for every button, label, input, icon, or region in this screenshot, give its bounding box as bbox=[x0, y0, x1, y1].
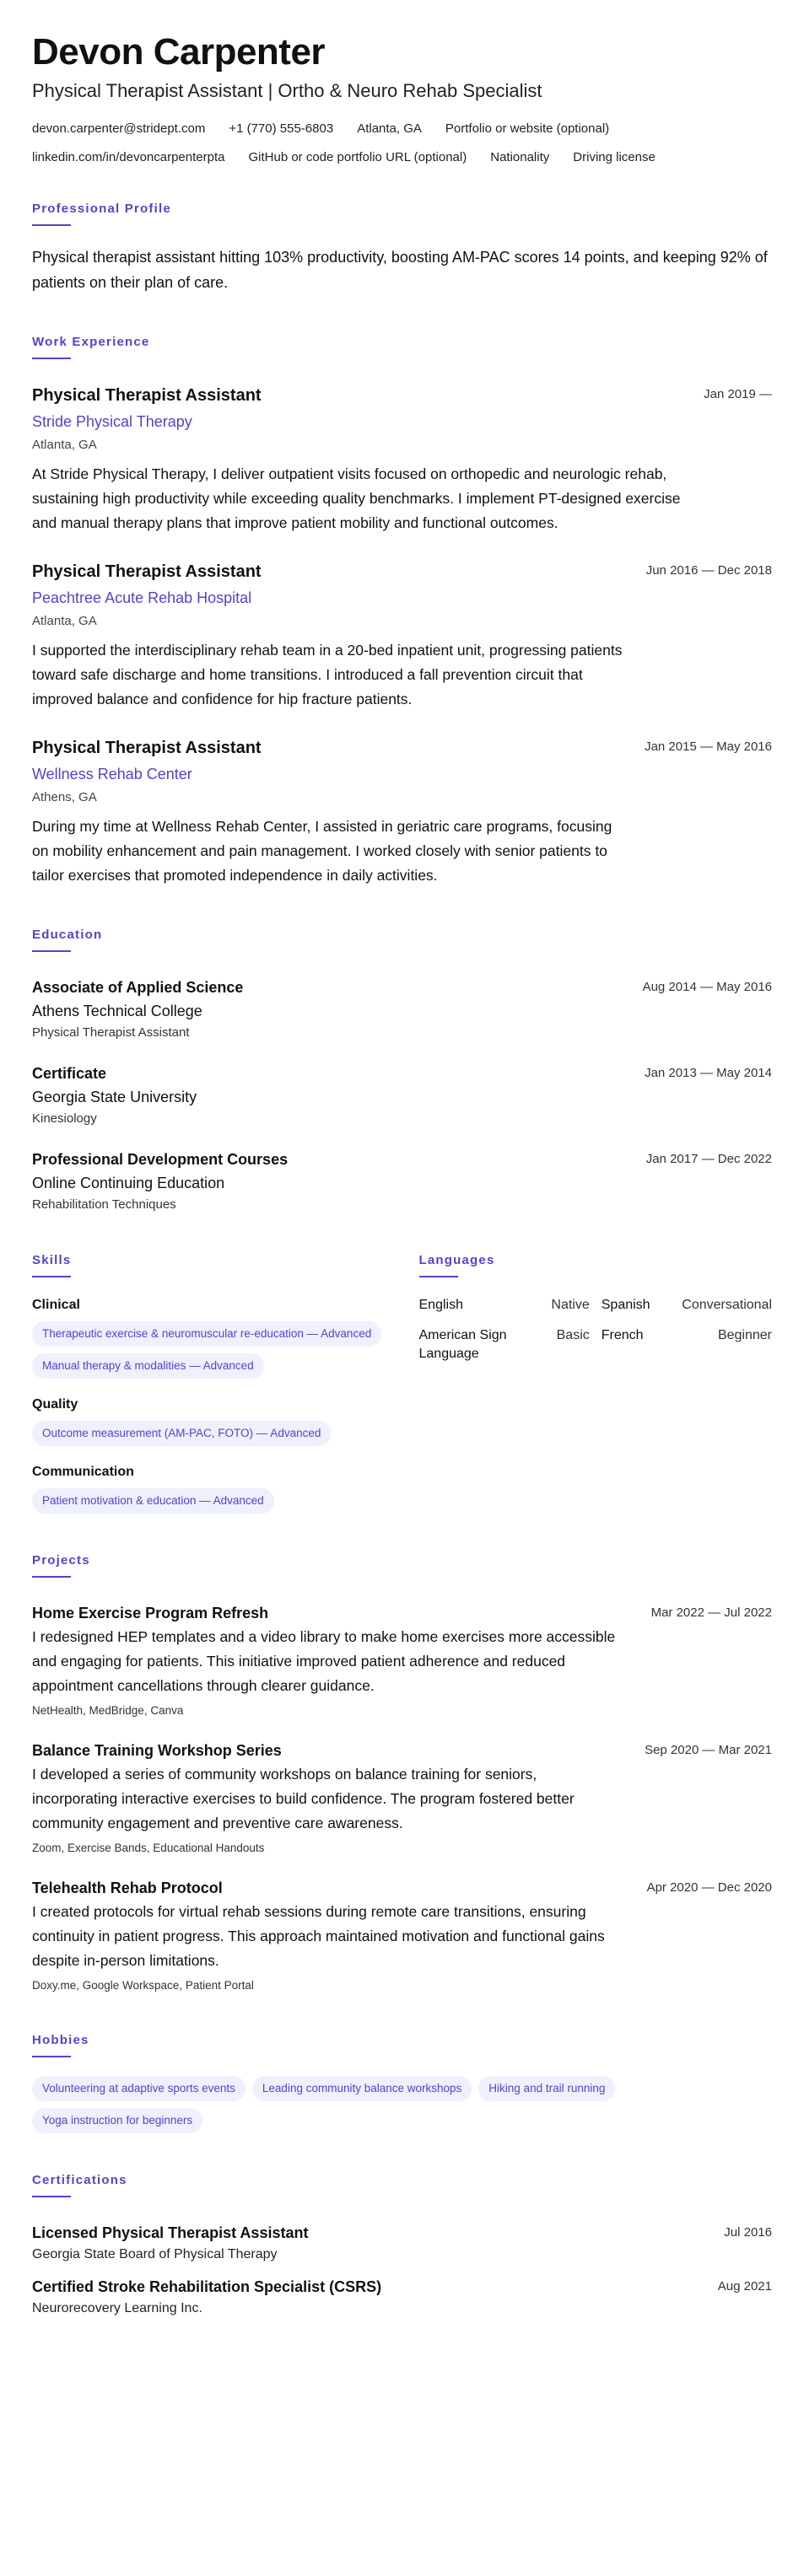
certifications-section bbox=[32, 2172, 772, 2317]
education-date: Aug 2014 — May 2016 bbox=[642, 980, 772, 994]
skill-group bbox=[32, 1396, 386, 1446]
section-divider bbox=[32, 1576, 71, 1578]
section-divider bbox=[419, 1276, 458, 1277]
language-level: Basic bbox=[556, 1328, 590, 1342]
education-section bbox=[32, 927, 772, 1213]
school-name: Georgia State University bbox=[32, 1089, 197, 1105]
skill-group bbox=[32, 1463, 386, 1514]
job-entry bbox=[32, 385, 772, 535]
section-divider bbox=[32, 224, 71, 226]
location: Atlanta, GA bbox=[357, 121, 422, 136]
certification-date: Jul 2016 bbox=[724, 2225, 772, 2240]
job-date: Jan 2019 — bbox=[704, 387, 772, 401]
section-title: Professional Profile bbox=[32, 202, 171, 216]
skill-chip: Therapeutic exercise & neuromuscular re-education — Advanced bbox=[32, 1321, 381, 1347]
language-name: American Sign Language bbox=[418, 1328, 507, 1361]
company-name: Stride Physical Therapy bbox=[32, 413, 192, 430]
job-location: Athens, GA bbox=[32, 790, 97, 804]
job-title: Physical Therapist Assistant bbox=[32, 562, 262, 581]
language-item bbox=[419, 1296, 590, 1315]
project-title: Telehealth Rehab Protocol bbox=[32, 1880, 223, 1896]
section-divider bbox=[32, 358, 71, 359]
job-entry bbox=[32, 737, 772, 888]
skills-section bbox=[32, 1252, 386, 1514]
project-description: I developed a series of community workshops on balance training for seniors, incorporating interactive exercises to build confidence. The program fostered better community engagement and preventive care awareness. bbox=[32, 1766, 575, 1831]
study-area: Rehabilitation Techniques bbox=[32, 1197, 176, 1212]
education-date: Jan 2017 — Dec 2022 bbox=[645, 1152, 772, 1166]
project-date: Sep 2020 — Mar 2021 bbox=[645, 1743, 772, 1757]
section-divider bbox=[32, 950, 71, 952]
contact-row bbox=[32, 120, 772, 138]
candidate-headline: Physical Therapist Assistant | Ortho & Neuro Rehab Specialist bbox=[32, 80, 542, 101]
skill-chip: Patient motivation & education — Advanced bbox=[32, 1488, 274, 1514]
job-title: Physical Therapist Assistant bbox=[32, 386, 262, 405]
linkedin-link[interactable]: linkedin.com/in/devoncarpenterpta bbox=[32, 150, 225, 164]
skills-languages-row bbox=[32, 1252, 772, 1514]
school-name: Online Continuing Education bbox=[32, 1175, 225, 1191]
language-level: Conversational bbox=[682, 1298, 772, 1312]
certification-entry bbox=[32, 2223, 772, 2263]
project-description: I redesigned HEP templates and a video library to make home exercises more accessible and engaging for patients. This initiative improved patient adherence and reduced appointment cancellations through clearer guidance. bbox=[32, 1628, 616, 1694]
language-item bbox=[602, 1296, 772, 1315]
education-entry bbox=[32, 977, 772, 1041]
language-name: French bbox=[601, 1328, 644, 1342]
company-name: Wellness Rehab Center bbox=[32, 766, 192, 782]
section-title: Hobbies bbox=[32, 2033, 89, 2047]
school-name: Athens Technical College bbox=[32, 1003, 202, 1019]
study-area: Physical Therapist Assistant bbox=[32, 1025, 190, 1040]
job-location: Atlanta, GA bbox=[32, 614, 97, 628]
project-tools: Doxy.me, Google Workspace, Patient Portal bbox=[32, 1979, 254, 1992]
education-date: Jan 2013 — May 2014 bbox=[645, 1066, 772, 1080]
section-divider bbox=[32, 2056, 71, 2057]
skill-group bbox=[32, 1296, 386, 1379]
project-tools: NetHealth, MedBridge, Canva bbox=[32, 1704, 184, 1717]
section-title: Skills bbox=[32, 1253, 72, 1267]
hobby-chip: Yoga instruction for beginners bbox=[32, 2108, 202, 2133]
project-description: I created protocols for virtual rehab sessions during remote care transitions, ensuring continuity in patient progress. This approach maintained motivation and functional gains despite in-person limitations. bbox=[32, 1903, 605, 1969]
degree-title: Professional Development Courses bbox=[32, 1151, 289, 1168]
language-item bbox=[602, 1326, 772, 1363]
job-date: Jan 2015 — May 2016 bbox=[645, 739, 772, 754]
section-divider bbox=[32, 1276, 71, 1277]
hobby-chip: Volunteering at adaptive sports events bbox=[32, 2076, 246, 2101]
skill-chip: Outcome measurement (AM-PAC, FOTO) — Advanced bbox=[32, 1421, 331, 1446]
company-name: Peachtree Acute Rehab Hospital bbox=[32, 589, 252, 606]
portfolio-link[interactable]: Portfolio or website (optional) bbox=[445, 121, 610, 136]
degree-title: Associate of Applied Science bbox=[32, 979, 244, 996]
projects-section bbox=[32, 1552, 772, 1993]
language-item bbox=[419, 1326, 590, 1363]
email-link[interactable]: devon.carpenter@stridept.com bbox=[32, 121, 206, 136]
hobbies-section bbox=[32, 2032, 772, 2133]
nationality: Nationality bbox=[490, 150, 550, 164]
project-title: Home Exercise Program Refresh bbox=[32, 1605, 269, 1621]
skill-group-title: Communication bbox=[32, 1465, 134, 1479]
job-date: Jun 2016 — Dec 2018 bbox=[645, 563, 772, 578]
study-area: Kinesiology bbox=[32, 1111, 97, 1126]
section-title: Work Experience bbox=[32, 335, 150, 349]
project-entry bbox=[32, 1740, 772, 1856]
section-title: Certifications bbox=[32, 2173, 127, 2187]
project-tools: Zoom, Exercise Bands, Educational Handouts bbox=[32, 1842, 265, 1854]
job-description: During my time at Wellness Rehab Center, I assisted in geriatric care programs, focusing on mobility enhancement and pain management. I worked closely with senior patients to tailor exercises that promoted independence in daily activities. bbox=[32, 818, 612, 884]
project-title: Balance Training Workshop Series bbox=[32, 1742, 282, 1759]
language-name: Spanish bbox=[601, 1298, 650, 1312]
education-entry bbox=[32, 1149, 772, 1213]
certification-issuer: Georgia State Board of Physical Therapy bbox=[32, 2247, 278, 2261]
profile-summary: Physical therapist assistant hitting 103% productivity, boosting AM-PAC scores 14 points, and keeping 92% of patients on their plan of care. bbox=[32, 249, 768, 291]
job-description: At Stride Physical Therapy, I deliver outpatient visits focused on orthopedic and neurologic rehab, sustaining high productivity while exceeding quality benchmarks. I implement PT-designed exercise and manual therapy plans that improve patient mobility and functional outcomes. bbox=[32, 465, 681, 531]
contact-info bbox=[32, 120, 772, 167]
section-title: Education bbox=[32, 928, 103, 942]
github-link[interactable]: GitHub or code portfolio URL (optional) bbox=[248, 150, 467, 164]
contact-row bbox=[32, 148, 772, 167]
certification-date: Aug 2021 bbox=[717, 2279, 772, 2294]
language-level: Native bbox=[551, 1298, 590, 1312]
job-description: I supported the interdisciplinary rehab team in a 20-bed inpatient unit, progressing patients toward safe discharge and home transitions. I introduced a fall prevention circuit that improved balance and confidence for hip fracture patients. bbox=[32, 642, 623, 707]
phone-number[interactable]: +1 (770) 555-6803 bbox=[229, 121, 334, 136]
driving-license: Driving license bbox=[573, 150, 656, 164]
profile-section bbox=[32, 201, 772, 295]
project-date: Apr 2020 — Dec 2020 bbox=[646, 1880, 772, 1895]
language-name: English bbox=[418, 1298, 463, 1312]
certification-name: Licensed Physical Therapist Assistant bbox=[32, 2224, 309, 2241]
skill-group-title: Quality bbox=[32, 1397, 78, 1412]
experience-section bbox=[32, 334, 772, 888]
project-date: Mar 2022 — Jul 2022 bbox=[650, 1605, 772, 1620]
job-title: Physical Therapist Assistant bbox=[32, 739, 262, 757]
languages-section bbox=[419, 1252, 773, 1514]
hobby-chip: Leading community balance workshops bbox=[252, 2076, 472, 2101]
job-location: Atlanta, GA bbox=[32, 438, 97, 452]
language-level: Beginner bbox=[717, 1328, 772, 1342]
certification-issuer: Neurorecovery Learning Inc. bbox=[32, 2301, 202, 2315]
skill-group-title: Clinical bbox=[32, 1298, 80, 1312]
skill-chip: Manual therapy & modalities — Advanced bbox=[32, 1353, 264, 1379]
section-divider bbox=[32, 2196, 71, 2197]
project-entry bbox=[32, 1603, 772, 1718]
candidate-name: Devon Carpenter bbox=[32, 31, 326, 73]
section-title: Projects bbox=[32, 1553, 90, 1568]
resume-header bbox=[32, 30, 772, 167]
project-entry bbox=[32, 1878, 772, 1993]
education-entry bbox=[32, 1063, 772, 1127]
certification-name: Certified Stroke Rehabilitation Specialist (CSRS) bbox=[32, 2278, 382, 2295]
certification-entry bbox=[32, 2277, 772, 2317]
job-entry bbox=[32, 561, 772, 712]
hobby-chip: Hiking and trail running bbox=[478, 2076, 615, 2101]
section-title: Languages bbox=[418, 1253, 495, 1267]
degree-title: Certificate bbox=[32, 1065, 107, 1082]
